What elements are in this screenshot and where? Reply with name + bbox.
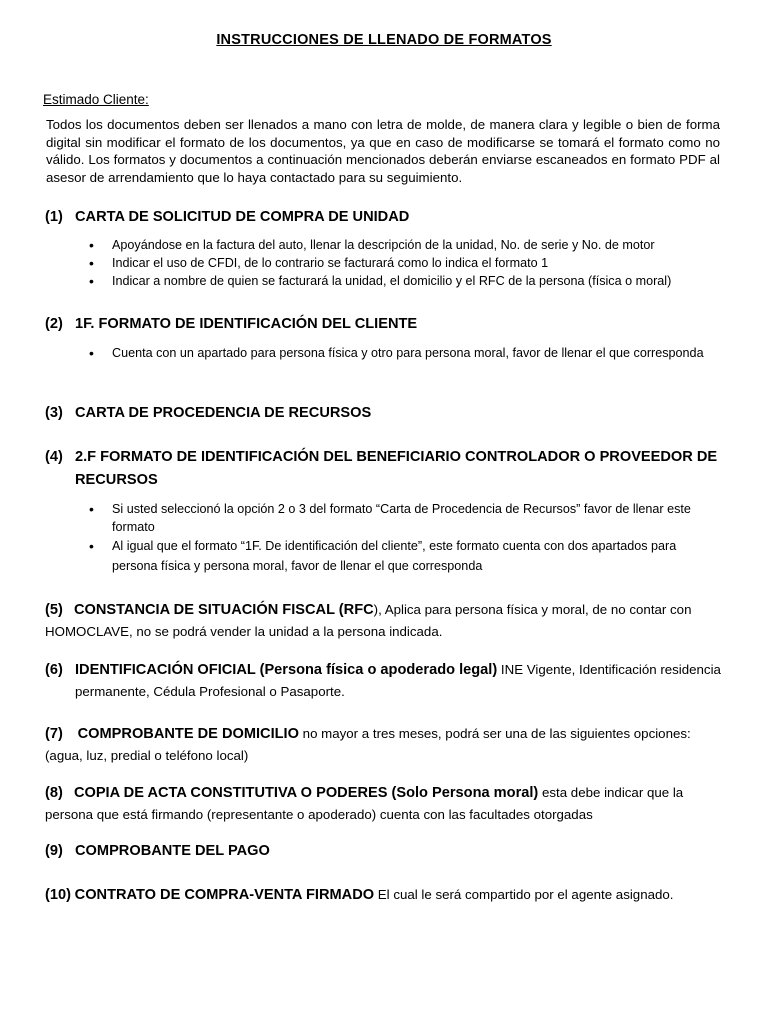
section-title: CARTA DE PROCEDENCIA DE RECURSOS bbox=[75, 405, 372, 421]
section-3-heading bbox=[45, 402, 725, 425]
section-8-paragraph bbox=[45, 782, 725, 825]
section-9 bbox=[45, 840, 725, 863]
list-item bbox=[45, 500, 725, 536]
section-description: ), Aplica para persona física y moral, de no contar con HOMOCLAVE, no se podrá vender la unidad a la persona indicada. bbox=[45, 602, 692, 639]
section-6 bbox=[45, 659, 725, 702]
section-1-bullet-list bbox=[45, 236, 725, 290]
section-2-bullet-list bbox=[45, 344, 725, 363]
section-title: 2.F FORMATO DE IDENTIFICACIÓN DEL BENEFICIARIO CONTROLADOR O PROVEEDOR DE RECURSOS bbox=[75, 449, 718, 488]
section-4 bbox=[45, 446, 725, 576]
section-7 bbox=[45, 723, 725, 766]
section-number: (3) bbox=[45, 405, 63, 421]
bullet-icon: • bbox=[89, 255, 94, 271]
section-10-paragraph bbox=[45, 884, 725, 907]
list-item-text: Cuenta con un apartado para persona física y otro para persona moral, favor de llenar el que corresponda bbox=[112, 346, 704, 360]
section-title: COMPROBANTE DEL PAGO bbox=[75, 843, 270, 859]
section-number: (1) bbox=[45, 209, 63, 225]
section-8 bbox=[45, 782, 725, 825]
section-title: IDENTIFICACIÓN OFICIAL (Persona física o apoderado legal) bbox=[75, 662, 498, 678]
section-10 bbox=[45, 884, 725, 907]
section-number: (10) bbox=[45, 887, 71, 903]
section-1 bbox=[45, 206, 725, 290]
section-title: COPIA DE ACTA CONSTITUTIVA O PODERES (Solo Persona moral) bbox=[73, 785, 539, 801]
greeting: Estimado Cliente: bbox=[43, 92, 149, 107]
list-item bbox=[45, 344, 725, 363]
section-number: (6) bbox=[45, 662, 63, 678]
bullet-icon: • bbox=[89, 345, 94, 361]
section-description: no mayor a tres meses, podrá ser una de las siguientes opciones: (agua, luz, predial o teléfono local) bbox=[45, 726, 691, 763]
section-4-bullet-list bbox=[45, 500, 725, 576]
section-5-paragraph bbox=[45, 599, 725, 642]
section-title: CONTRATO DE COMPRA-VENTA FIRMADO bbox=[74, 887, 375, 903]
section-4-heading bbox=[45, 446, 725, 492]
section-2 bbox=[45, 313, 725, 363]
list-item-text: Indicar a nombre de quien se facturará la unidad, el domicilio y el RFC de la persona (física o moral) bbox=[112, 274, 672, 288]
section-number: (5) bbox=[45, 602, 63, 618]
section-5 bbox=[45, 599, 725, 642]
section-title: 1F. FORMATO DE IDENTIFICACIÓN DEL CLIENTE bbox=[75, 316, 418, 332]
section-title: CARTA DE SOLICITUD DE COMPRA DE UNIDAD bbox=[75, 209, 410, 225]
section-number: (9) bbox=[45, 843, 63, 859]
section-1-heading bbox=[45, 206, 725, 229]
document-title: INSTRUCCIONES DE LLENADO DE FORMATOS bbox=[216, 32, 552, 48]
section-6-paragraph bbox=[45, 659, 725, 702]
section-number: (4) bbox=[45, 449, 63, 465]
list-item-text: Al igual que el formato “1F. De identificación del cliente”, este formato cuenta con dos apartados para persona física y persona moral, favor de llenar el que corresponda bbox=[112, 539, 677, 573]
section-number: (2) bbox=[45, 316, 63, 332]
list-item-text: Apoyándose en la factura del auto, llenar la descripción de la unidad, No. de serie y No. de motor bbox=[112, 238, 655, 252]
list-item bbox=[45, 254, 725, 272]
bullet-icon: • bbox=[89, 237, 94, 253]
section-number: (8) bbox=[45, 785, 63, 801]
list-item bbox=[45, 236, 725, 254]
bullet-icon: • bbox=[89, 501, 94, 517]
bullet-icon: • bbox=[89, 538, 94, 554]
list-item bbox=[45, 272, 725, 290]
section-description: INE Vigente, Identificación residencia permanente, Cédula Profesional o Pasaporte. bbox=[75, 662, 721, 699]
intro-paragraph: Todos los documentos deben ser llenados a mano con letra de molde, de manera clara y legible o bien de forma digital sin modificar el formato de los documentos, ya que en caso de modificarse se tomará el formato como no válido. Los formatos y documentos a continuación mencionados deberán enviarse escaneados en formato PDF al asesor de arrendamiento que lo haya contactado para su seguimiento. bbox=[46, 117, 720, 185]
section-number: (7) bbox=[45, 726, 63, 742]
list-item bbox=[45, 536, 725, 576]
section-title: CONSTANCIA DE SITUACIÓN FISCAL (RFC bbox=[73, 602, 374, 618]
section-2-heading bbox=[45, 313, 725, 336]
bullet-icon: • bbox=[89, 273, 94, 289]
section-7-paragraph bbox=[45, 723, 725, 766]
section-9-heading bbox=[45, 840, 725, 863]
section-description: El cual le será compartido por el agente asignado. bbox=[377, 887, 674, 902]
list-item-text: Indicar el uso de CFDI, de lo contrario se facturará como lo indica el formato 1 bbox=[112, 256, 549, 270]
list-item-text: Si usted seleccionó la opción 2 o 3 del formato “Carta de Procedencia de Recursos” favor de llenar este formato bbox=[112, 502, 691, 534]
section-title: COMPROBANTE DE DOMICILIO bbox=[77, 726, 299, 742]
section-3 bbox=[45, 402, 725, 425]
section-description: esta debe indicar que la persona que está firmando (representante o apoderado) cuenta con las facultades otorgadas bbox=[45, 785, 684, 822]
